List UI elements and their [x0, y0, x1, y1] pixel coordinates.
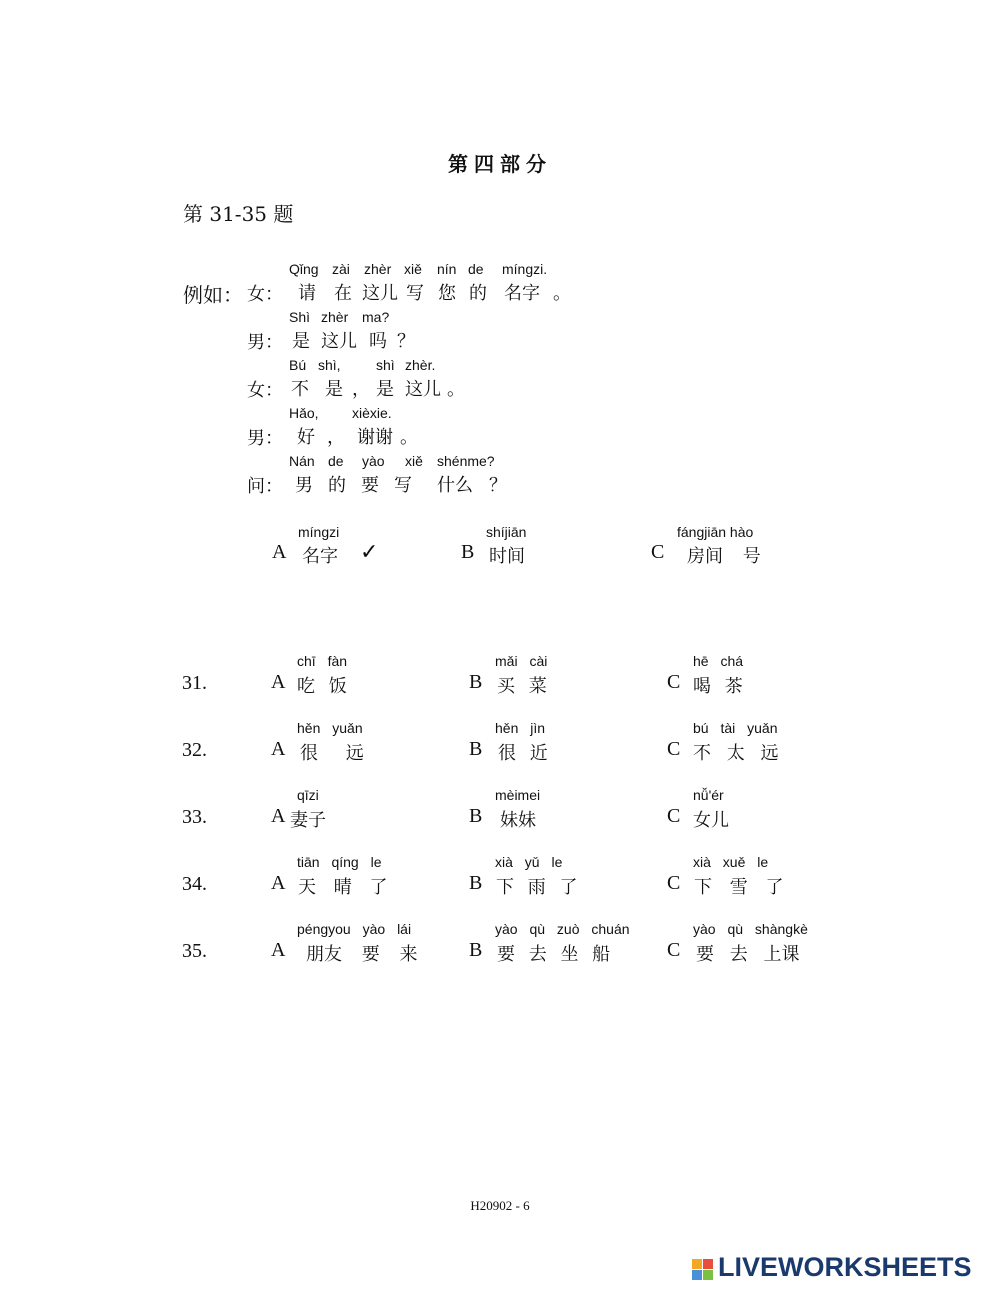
page-footer: H20902 - 6: [470, 1198, 530, 1213]
option-letter: C: [667, 939, 681, 961]
page-title: 第四部分: [448, 152, 552, 176]
hanzi-word: ，: [352, 379, 370, 400]
hanzi-word: 是: [376, 379, 394, 400]
option-hanzi: 女儿: [693, 810, 729, 831]
speaker-label: 问：: [247, 476, 283, 497]
hanzi-word: 这儿: [362, 283, 398, 304]
option-pinyin: hěn yuǎn: [297, 720, 363, 736]
hanzi-word: ？: [489, 475, 507, 496]
hanzi-word: 的: [469, 283, 487, 304]
option-letter: A: [271, 671, 286, 693]
example-intro: 例如：: [183, 283, 243, 307]
hanzi-word: 男: [295, 475, 313, 496]
option-hanzi: 朋友 要 来: [306, 944, 418, 965]
option-hanzi: 喝 茶: [693, 676, 743, 697]
pinyin-word: míngzi.: [502, 261, 548, 277]
option-letter: C: [667, 805, 681, 827]
pinyin-word: shì: [376, 357, 395, 373]
pinyin-word: ma?: [362, 309, 390, 325]
option-pinyin: péngyou yào lái: [297, 921, 412, 937]
option-letter: C: [667, 872, 681, 894]
option-letter: A: [271, 939, 286, 961]
option-pinyin: hěn jìn: [495, 720, 546, 736]
pinyin-word: xièxie.: [352, 405, 392, 421]
hanzi-word: 是: [325, 379, 343, 400]
question-number: 35.: [182, 940, 207, 962]
hanzi-word: 什么: [437, 475, 473, 496]
hanzi-word: 。: [400, 427, 418, 448]
option-pinyin: nǚ'ér: [693, 787, 724, 803]
check-mark-icon: ✓: [360, 540, 379, 565]
question-number: 31.: [182, 672, 207, 694]
pinyin-word: shì,: [318, 357, 341, 373]
speaker-label: 男：: [247, 332, 283, 353]
option-pinyin: chī fàn: [297, 653, 348, 669]
option-letter: C: [651, 541, 665, 563]
question-range: 第 31-35 题: [183, 202, 294, 226]
hanzi-word: 谢谢: [357, 427, 393, 448]
option-letter: B: [461, 541, 475, 563]
option-pinyin: míngzi: [298, 524, 340, 540]
hanzi-word: 吗: [369, 331, 387, 352]
pinyin-word: Bú: [289, 357, 307, 373]
hanzi-word: 名字: [504, 283, 540, 304]
option-pinyin: qīzi: [297, 787, 319, 803]
pinyin-word: Hǎo,: [289, 405, 319, 421]
option-pinyin: bú tài yuǎn: [693, 720, 778, 736]
pinyin-word: de: [328, 453, 344, 469]
hanzi-word: 请: [298, 283, 316, 304]
option-pinyin: hē chá: [693, 653, 744, 669]
pinyin-word: zhèr.: [405, 357, 436, 373]
option-hanzi: 妹妹: [500, 810, 536, 831]
pinyin-word: Shì: [289, 309, 311, 325]
pinyin-word: yào: [362, 453, 385, 469]
option-pinyin: xià yǔ le: [495, 854, 563, 870]
option-letter: B: [469, 738, 483, 760]
option-pinyin: shíjiān: [486, 524, 527, 540]
hanzi-word: 的: [328, 475, 346, 496]
pinyin-word: Qǐng: [289, 261, 319, 277]
option-pinyin: xià xuě le: [693, 854, 769, 870]
option-letter: A: [271, 738, 286, 760]
speaker-label: 男：: [247, 428, 283, 449]
option-pinyin: yào qù zuò chuán: [495, 921, 630, 937]
option-hanzi: 不 太 远: [693, 743, 779, 764]
pinyin-word: xiě: [404, 261, 422, 277]
option-letter: B: [469, 671, 483, 693]
option-hanzi: 天 晴 了: [298, 877, 388, 898]
option-letter: A: [271, 872, 286, 894]
option-hanzi: 很 近: [498, 743, 548, 764]
hanzi-word: ，: [327, 427, 345, 448]
hanzi-word: 这儿: [405, 379, 441, 400]
option-hanzi: 房间 号: [687, 546, 761, 567]
option-letter: B: [469, 872, 483, 894]
hanzi-word: 要: [361, 475, 379, 496]
option-letter: C: [667, 738, 681, 760]
speaker-label: 女：: [247, 380, 283, 401]
option-hanzi: 下 雨 了: [496, 877, 578, 898]
option-hanzi: 妻子: [290, 810, 326, 831]
hanzi-word: ？: [397, 331, 415, 352]
option-pinyin: yào qù shàngkè: [693, 921, 808, 937]
pinyin-word: zài: [332, 261, 350, 277]
option-hanzi: 名字: [302, 546, 338, 567]
option-letter: C: [667, 671, 681, 693]
pinyin-word: Nán: [289, 453, 315, 469]
option-pinyin: tiān qíng le: [297, 854, 382, 870]
option-pinyin: fángjiān hào: [677, 524, 754, 540]
option-letter: B: [469, 805, 483, 827]
pinyin-word: xiě: [405, 453, 423, 469]
logo-text: LIVEWORKSHEETS: [718, 1252, 972, 1282]
option-letter: B: [469, 939, 483, 961]
option-pinyin: mǎi cài: [495, 653, 548, 669]
hanzi-word: 是: [292, 331, 310, 352]
hanzi-word: 不: [291, 379, 309, 400]
option-letter: A: [271, 805, 286, 827]
hanzi-word: 写: [394, 475, 412, 496]
liveworksheets-logo[interactable]: [692, 1254, 992, 1284]
question-number: 33.: [182, 806, 207, 828]
hanzi-word: 在: [334, 283, 352, 304]
option-letter: A: [272, 541, 287, 563]
pinyin-word: shénme?: [437, 453, 495, 469]
speaker-label: 女：: [247, 284, 283, 305]
question-number: 32.: [182, 739, 207, 761]
question-number: 34.: [182, 873, 207, 895]
option-hanzi: 很 远: [300, 743, 364, 764]
option-pinyin: mèimei: [495, 787, 541, 803]
pinyin-word: nín: [437, 261, 457, 277]
option-hanzi: 吃 饭: [297, 676, 347, 697]
hanzi-word: 。: [553, 283, 571, 304]
pinyin-word: zhèr: [321, 309, 349, 325]
option-hanzi: 买 菜: [497, 676, 547, 697]
pinyin-word: de: [468, 261, 484, 277]
hanzi-word: 写: [406, 283, 424, 304]
option-hanzi: 要 去 上课: [696, 944, 800, 965]
option-hanzi: 要 去 坐 船: [497, 944, 611, 965]
hanzi-word: 。: [447, 379, 465, 400]
pinyin-word: zhèr: [364, 261, 392, 277]
hanzi-word: 您: [438, 283, 456, 304]
hanzi-word: 这儿: [321, 331, 357, 352]
hanzi-word: 好: [297, 427, 315, 448]
option-hanzi: 时间: [489, 546, 525, 567]
option-hanzi: 下 雪 了: [694, 877, 784, 898]
